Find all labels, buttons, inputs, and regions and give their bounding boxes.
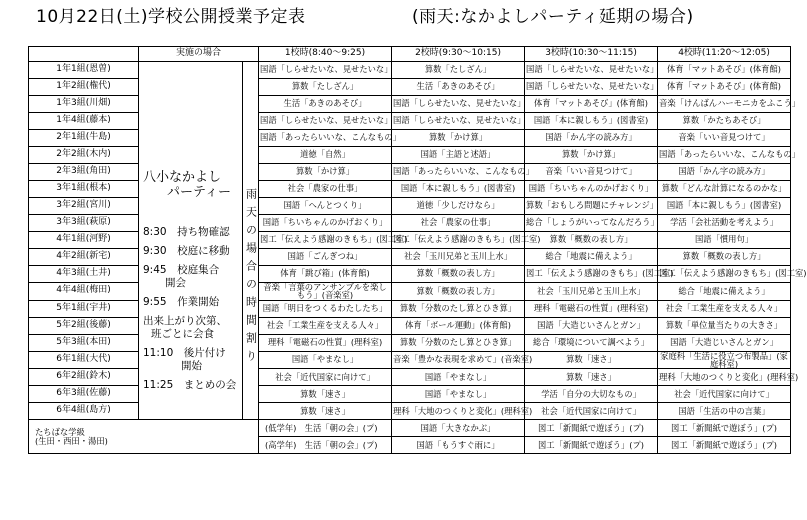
lesson-cell: 国語「あったらいいな、こんなもの」 [658, 147, 791, 164]
event-schedule-item: 9:45 校庭集合 [143, 264, 220, 276]
lesson-cell: 国語「ちいちゃんのかげおくり」 [525, 181, 658, 198]
lesson-cell: 体育「マットあそび」(体育館) [525, 96, 658, 113]
lesson-cell: 国語「慣用句」 [658, 232, 791, 249]
lesson-cell: 生活「あきのあそび」 [392, 79, 525, 96]
lesson-cell: 社会「近代国家に向けて」 [259, 369, 392, 386]
lesson-cell: 国語「本に親しもう」(図書室) [392, 181, 525, 198]
lesson-cell: 体育「ボール運動」(体育館) [392, 317, 525, 334]
lesson-cell: 算数「たしざん」 [392, 62, 525, 79]
lesson-cell: 総合「地震に備えよう」 [658, 283, 791, 301]
lesson-cell: 国語「本に親しもう」(図書室) [525, 113, 658, 130]
lesson-cell: 国語「もうすぐ雨に」 [392, 437, 525, 454]
lesson-cell: 国語「しらせたいな、見せたいな」 [525, 79, 658, 96]
lesson-cell: 社会「近代国家に向けて」 [658, 386, 791, 403]
lesson-cell: 国語「しらせたいな、見せたいな」 [259, 113, 392, 130]
lesson-cell: 理科「大地のつくりと変化」(理科室) [392, 403, 525, 420]
lesson-cell: 音楽「いい音見つけて」 [525, 164, 658, 181]
lesson-cell: 道徳「自然」 [259, 147, 392, 164]
class-name: 4年2組(新宅) [29, 249, 139, 266]
event-name-line1: 八小なかよし [143, 170, 222, 185]
event-schedule-item: 11:10 後片付け [143, 347, 226, 359]
lesson-cell: 国語「生活の中の言葉」 [658, 403, 791, 420]
class-name: 3年2組(宮川) [29, 198, 139, 215]
rain-schedule-label [243, 62, 259, 420]
lesson-cell: 国語「大造じいさんとガン」 [525, 317, 658, 334]
lesson-cell: 国語「かん字の読み方」 [658, 164, 791, 181]
lesson-cell: 国語「主語と述語」 [392, 147, 525, 164]
lesson-cell: 算数「おもしろ問題にチャレンジ」 [525, 198, 658, 215]
lesson-cell: 社会「工業生産を支える人々」 [658, 300, 791, 317]
lesson-cell: 体育「マットあそび」(体育館) [658, 62, 791, 79]
table-row [29, 420, 791, 437]
event-schedule-item: 9:30 校庭に移動 [143, 245, 230, 257]
class-name: 5年1組(宇井) [29, 300, 139, 317]
schedule-table [28, 46, 807, 454]
class-name: 6年4組(島方) [29, 403, 139, 420]
class-name: 5年3組(本田) [29, 334, 139, 351]
lesson-cell: 生活「あきのあそび」 [259, 96, 392, 113]
lesson-cell: 国語「あったらいいな、こんなもの」 [392, 164, 525, 181]
class-name: 5年2組(後藤) [29, 317, 139, 334]
page-title: 10月22日(土)学校公開授業予定表 [36, 7, 306, 27]
lesson-cell: 国語「明日をつくるわたしたち」 [259, 300, 392, 317]
lesson-cell: 音楽「言葉のアンサンブルを楽しもう」(音楽室) [259, 283, 392, 301]
event-schedule-item: 9:55 作業開始 [143, 296, 220, 308]
event-name-line2: パーティー [167, 185, 231, 200]
lesson-cell: 理科「電磁石の性質」(理科室) [259, 334, 392, 351]
class-name: 6年3組(佐藤) [29, 386, 139, 403]
lesson-cell: 図工「新聞紙で遊ぼう」(プ) [525, 437, 658, 454]
table-row [29, 62, 791, 79]
lesson-cell: 国語「やまなし」 [392, 386, 525, 403]
event-schedule-item: 出来上がり次第、 [143, 315, 227, 327]
lesson-cell: 算数「単位量当たりの大きさ」 [658, 317, 791, 334]
lesson-cell: 算数「速さ」 [259, 403, 392, 420]
lesson-cell: 社会「農家の仕事」 [392, 215, 525, 232]
lesson-cell: 社会「玉川兄弟と玉川上水」 [525, 283, 658, 301]
class-name: 1年1組(恩曽) [29, 62, 139, 79]
lesson-cell: 国語「しらせたいな、見せたいな」 [392, 113, 525, 130]
class-name: 4年3組(土井) [29, 266, 139, 283]
event-schedule-item: 班ごとに会食 [151, 328, 214, 340]
header-period-3: 3校時(10:30～11:15) [525, 47, 658, 62]
class-name: 4年4組(梅田) [29, 283, 139, 301]
class-name: 2年3組(角田) [29, 164, 139, 181]
lesson-cell: 国語「ごんぎつね」 [259, 249, 392, 266]
lesson-cell: 図工「伝えよう感謝のきもち」(図工室) [392, 232, 525, 249]
event-note [139, 62, 243, 420]
lesson-cell: 算数「概数の表し方」 [392, 283, 525, 301]
lesson-cell: 学活「自分の大切なもの」 [525, 386, 658, 403]
lesson-cell: 国語「かん字の読み方」 [525, 130, 658, 147]
event-schedule-item: 11:25 まとめの会 [143, 379, 237, 391]
lesson-cell: (低学年) 生活「朝の会」(プ) [259, 420, 392, 437]
class-name: 1年4組(藤本) [29, 113, 139, 130]
class-name: 1年3組(川畑) [29, 96, 139, 113]
lesson-cell: 国語「しらせたいな、見せたいな」 [392, 96, 525, 113]
lesson-cell: 図工「新聞紙で遊ぼう」(プ) [658, 420, 791, 437]
event-schedule-item: 8:30 持ち物確認 [143, 226, 230, 238]
lesson-cell: 総合「しょうがいってなんだろう」 [525, 215, 658, 232]
lesson-cell: 図工「伝えよう感謝のきもち」(図工室) [658, 266, 791, 283]
lesson-cell: 総合「環境について調べよう」 [525, 334, 658, 351]
lesson-cell: 国語「へんとつくり」 [259, 198, 392, 215]
lesson-cell: 図工「伝えよう感謝のきもち」(図工室) [259, 232, 392, 249]
class-name: 2年2組(木内) [29, 147, 139, 164]
lesson-cell: (高学年) 生活「朝の会」(プ) [259, 437, 392, 454]
lesson-cell: 国語「しらせたいな、見せたいな」 [259, 62, 392, 79]
lesson-cell: 算数「かけ算」 [525, 147, 658, 164]
page-subtitle: (雨天:なかよしパーティ延期の場合) [412, 7, 694, 27]
lesson-cell: 社会「農家の仕事」 [259, 181, 392, 198]
lesson-cell: 社会「玉川兄弟と玉川上水」 [392, 249, 525, 266]
lesson-cell: 国語「やまなし」 [259, 351, 392, 369]
lesson-cell: 算数「概数の表し方」 [525, 232, 658, 249]
lesson-cell: 図工「伝えよう感謝のきもち」(図工室) [525, 266, 658, 283]
lesson-cell: 国語「やまなし」 [392, 369, 525, 386]
lesson-cell: 国語「ちいちゃんのかげおくり」 [259, 215, 392, 232]
lesson-cell: 国語「あったらいいな、こんなもの」 [259, 130, 392, 147]
lesson-cell: 算数「速さ」 [525, 351, 658, 369]
lesson-cell: 算数「たしざん」 [259, 79, 392, 96]
lesson-cell: 算数「概数の表し方」 [658, 249, 791, 266]
lesson-cell: 国語「大きなかぶ」 [392, 420, 525, 437]
lesson-cell: 音楽「けんばんハーモニカをふこう」 [658, 96, 791, 113]
lesson-cell: 理科「大地のつくりと変化」(理科室) [658, 369, 791, 386]
lesson-cell: 図工「新聞紙で遊ぼう」(プ) [658, 437, 791, 454]
rain-label-text: 雨天の場合の時間割り [244, 188, 258, 368]
lesson-cell: 学活「会社活動を考えよう」 [658, 215, 791, 232]
lesson-cell: 社会「工業生産を支える人々」 [259, 317, 392, 334]
lesson-cell: 道徳「少しだけなら」 [392, 198, 525, 215]
event-schedule-item: 開会 [165, 277, 186, 289]
lesson-cell: 算数「かけ算」 [259, 164, 392, 181]
lesson-cell: 国語「しらせたいな、見せたいな」 [525, 62, 658, 79]
event-schedule-item: 開始 [181, 360, 202, 372]
lesson-cell: 家庭科「生活に役立つ布製品」(家庭科室) [658, 351, 791, 369]
lesson-cell: 図工「新聞紙で遊ぼう」(プ) [525, 420, 658, 437]
lesson-cell: 国語「本に親しもう」(図書室) [658, 198, 791, 215]
lesson-cell: 体育「跳び箱」(体育館) [259, 266, 392, 283]
lesson-cell: 算数「分数のたし算とひき算」 [392, 300, 525, 317]
lesson-cell: 総合「地震に備えよう」 [525, 249, 658, 266]
class-name: 4年1組(河野) [29, 232, 139, 249]
header-period-4: 4校時(11:20～12:05) [658, 47, 791, 62]
tachibana-label [29, 420, 259, 454]
lesson-cell: 体育「マットあそび」(体育館) [658, 79, 791, 96]
class-name: 3年1組(根本) [29, 181, 139, 198]
class-name: 6年2組(鈴木) [29, 369, 139, 386]
class-name: 3年3組(萩原) [29, 215, 139, 232]
lesson-cell: 算数「分数のたし算とひき算」 [392, 334, 525, 351]
class-name: 6年1組(大代) [29, 351, 139, 369]
lesson-cell: 算数「速さ」 [525, 369, 658, 386]
lesson-cell: 算数「概数の表し方」 [392, 266, 525, 283]
lesson-cell: 算数「かたちあそび」 [658, 113, 791, 130]
lesson-cell: 算数「かけ算」 [392, 130, 525, 147]
lesson-cell: 社会「近代国家に向けて」 [525, 403, 658, 420]
lesson-cell: 国語「大造じいさんとガン」 [658, 334, 791, 351]
class-name: 1年2組(権代) [29, 79, 139, 96]
tachibana-label-line1: たちばな学級 [35, 426, 85, 437]
lesson-cell: 理科「電磁石の性質」(理科室) [525, 300, 658, 317]
header-row [29, 47, 791, 62]
lesson-cell: 音楽「いい音見つけて」 [658, 130, 791, 147]
header-period-1: 1校時(8:40～9:25) [259, 47, 392, 62]
class-name: 2年1組(牛島) [29, 130, 139, 147]
header-implement: 実施の場合 [139, 47, 259, 62]
lesson-cell: 算数「速さ」 [259, 386, 392, 403]
lesson-cell: 音楽「豊かな表現を求めて」(音楽室) [392, 351, 525, 369]
header-period-2: 2校時(9:30～10:15) [392, 47, 525, 62]
lesson-cell: 算数「どんな計算になるのかな」 [658, 181, 791, 198]
header-class-cell [29, 47, 139, 62]
tachibana-label-line2: (生田・西田・湯田) [35, 435, 108, 446]
